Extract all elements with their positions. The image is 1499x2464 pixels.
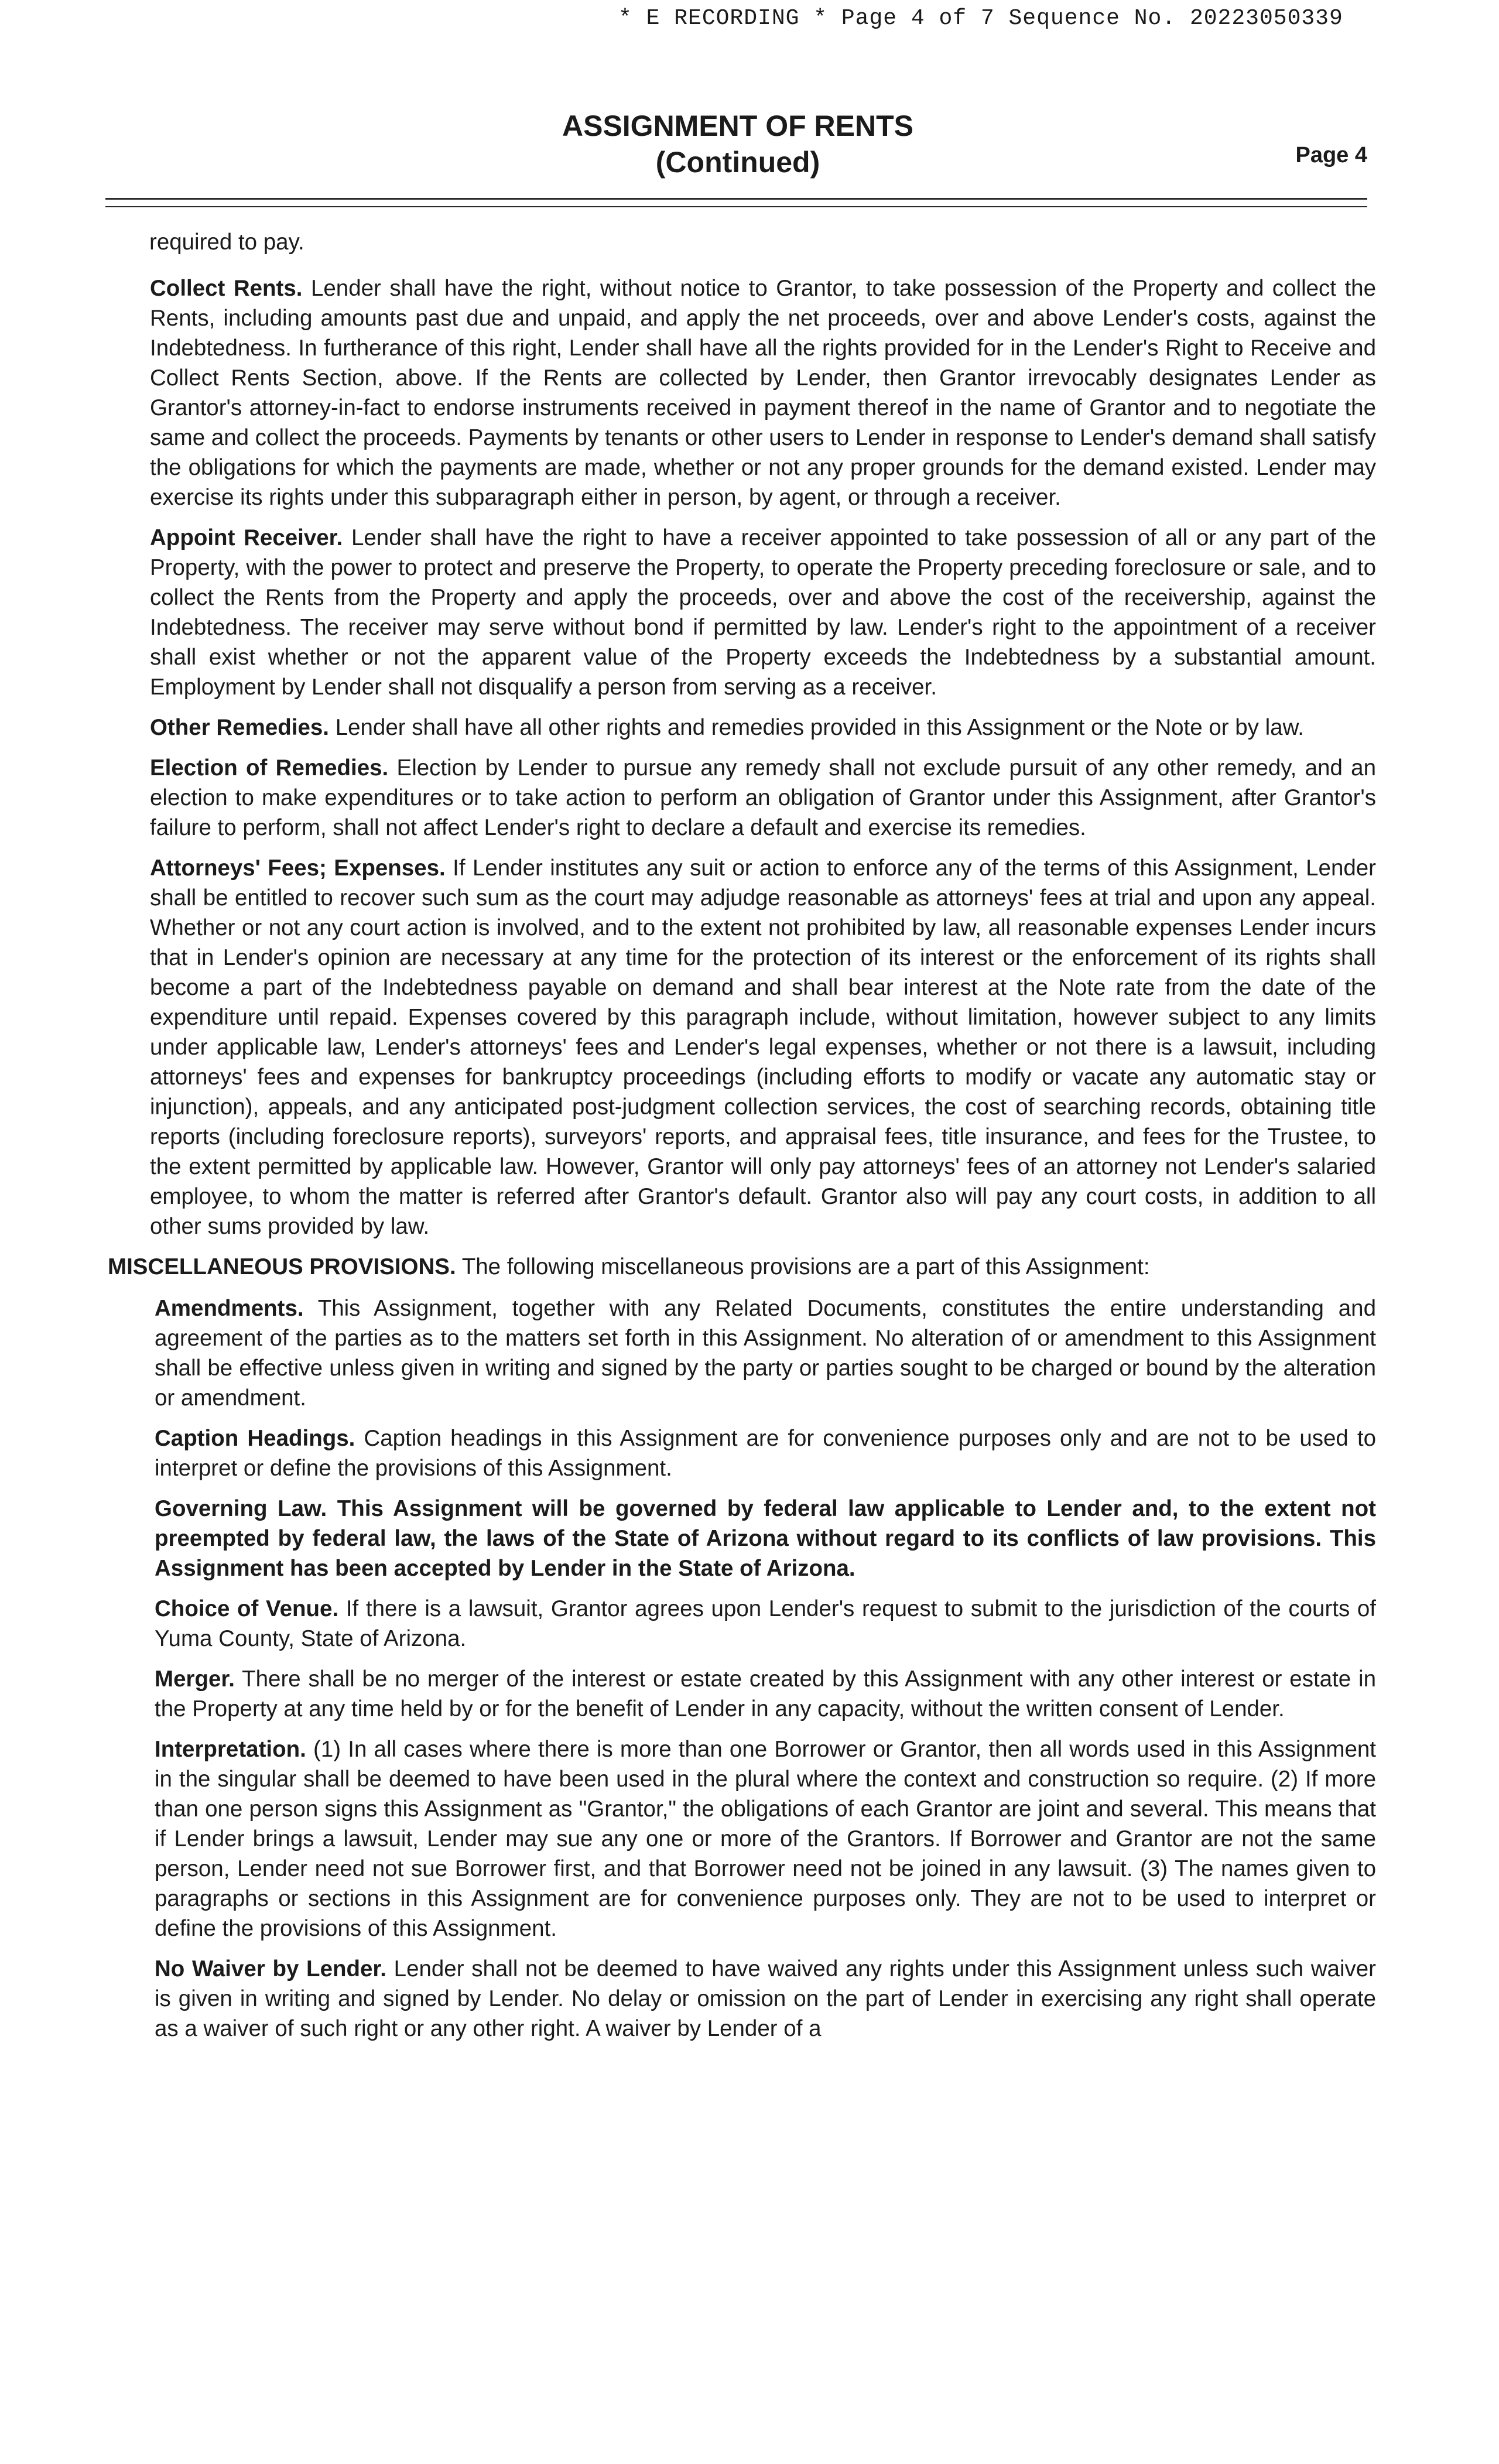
paragraph-text: Caption headings in this Assignment are for convenience purposes only and are not to be used to interpret or define the provisions of this Assignment. <box>155 1426 1377 1481</box>
recording-stamp: * E RECORDING * Page 4 of 7 Sequence No. 20223050339 <box>618 6 1343 31</box>
continuation-text: required to pay. <box>149 230 304 255</box>
paragraph-heading: Merger. <box>155 1666 235 1692</box>
paragraph-heading: Election of Remedies. <box>150 755 389 781</box>
paragraph-governing-law <box>155 1494 1376 1583</box>
paragraph-text: Election by Lender to pursue any remedy shall not exclude pursuit of any other remedy, and an election to make expenditures or to take action to perform an obligation of Grantor under this Assignment, after Grantor's failure to perform, shall not affect Lender's right to declare a default and exercise its remedies. <box>150 755 1376 840</box>
header-rule-bottom <box>105 206 1367 207</box>
header-rule-top <box>105 198 1367 200</box>
paragraph-text: (1) In all cases where there is more than one Borrower or Grantor, then all words used in this Assignment in the singular shall be deemed to have been used in the plural where the context and construction so require. (2) If more than one person signs this Assignment as "Grantor," the obligations of each Grantor are joint and several. This means that if Lender brings a lawsuit, Lender may sue any one or more of the Grantors. If Borrower and Grantor are not the same person, Lender need not sue Borrower first, and that Borrower need not be joined in any lawsuit. (3) The names given to paragraphs or sections in this Assignment are for convenience purposes only. They are not to be used to interpret or define the provisions of this Assignment. <box>155 1737 1376 1941</box>
paragraph-appoint-receiver <box>150 523 1376 702</box>
section-miscellaneous-provisions <box>108 1252 1376 1282</box>
paragraph-heading: Other Remedies. <box>150 715 329 740</box>
paragraph-election-of-remedies <box>150 753 1376 843</box>
paragraph-text: Lender shall not be deemed to have waived any rights under this Assignment unless such waiver is given in writing and signed by Lender. No delay or omission on the part of Lender in exercising any right shall operate as a waiver of such right or any other right. A waiver by Lender of a <box>155 1956 1376 2041</box>
document-body <box>105 227 1376 2054</box>
paragraph-text: If Lender institutes any suit or action to enforce any of the terms of this Assignment, Lender shall be entitled to recover such sum as the court may adjudge reasonable as attorneys' fees at trial and upon any appeal. Whether or not any court action is involved, and to the extent not prohibited by law, all reasonable expenses Lender incurs that in Lender's opinion are necessary at any time for the protection of its interest or the enforcement of its rights shall become a part of the Indebtedness payable on demand and shall bear interest at the Note rate from the date of the expenditure until repaid. Expenses covered by this paragraph include, without limitation, however subject to any limits under applicable law, Lender's attorneys' fees and Lender's legal expenses, whether or not there is a lawsuit, including attorneys' fees and expenses for bankruptcy proceedings (including efforts to modify or vacate any automatic stay or injunction), appeals, and any anticipated post-judgment collection services, the cost of searching records, obtaining title reports (including foreclosure reports), surveyors' reports, and appraisal fees, title insurance, and fees for the Trustee, to the extent permitted by applicable law. However, Grantor will only pay attorneys' fees of an attorney not Lender's salaried employee, to whom the matter is referred after Grantor's default. Grantor also will pay any court costs, in addition to all other sums provided by law. <box>150 855 1377 1239</box>
paragraph-text: If there is a lawsuit, Grantor agrees upon Lender's request to submit to the jurisdiction of the courts of Yuma County, State of Arizona. <box>155 1596 1376 1651</box>
paragraph-amendments <box>155 1293 1376 1413</box>
page-number: Page 4 <box>1295 143 1367 167</box>
paragraph-text: Lender shall have the right to have a receiver appointed to take possession of all or any part of the Property, with the power to protect and preserve the Property, to operate the Property preceding foreclosure or sale, and to collect the Rents from the Property and apply the proceeds, over and above the cost of the receivership, against the Indebtedness. The receiver may serve without bond if permitted by law. Lender's right to the appointment of a receiver shall exist whether or not the apparent value of the Property exceeds the Indebtedness by a substantial amount. Employment by Lender shall not disqualify a person from serving as a receiver. <box>150 525 1376 700</box>
paragraph-interpretation <box>155 1734 1376 1943</box>
section-text: The following miscellaneous provisions are a part of this Assignment: <box>461 1254 1150 1279</box>
paragraph-heading: Attorneys' Fees; Expenses. <box>150 855 446 881</box>
paragraph-text: This Assignment, together with any Related Documents, constitutes the entire understanding and agreement of the parties as to the matters set forth in this Assignment. No alteration of or amendment to this Assignment shall be effective unless given in writing and signed by the party or parties sought to be charged or bound by the alteration or amendment. <box>155 1296 1376 1411</box>
section-heading: MISCELLANEOUS PROVISIONS. <box>108 1254 456 1279</box>
paragraph-heading: Governing Law. <box>155 1496 327 1521</box>
paragraph-text: Lender shall have the right, without notice to Grantor, to take possession of the Property and collect the Rents, including amounts past due and unpaid, and apply the net proceeds, over and above Lender's costs, against the Indebtedness. In furtherance of this right, Lender shall have all the rights provided for in the Lender's Right to Receive and Collect Rents Section, above. If the Rents are collected by Lender, then Grantor irrevocably designates Lender as Grantor's attorney-in-fact to endorse instruments received in payment thereof in the name of Grantor and to negotiate the same and collect the proceeds. Payments by tenants or other users to Lender in response to Lender's demand shall satisfy the obligations for which the payments are made, whether or not any proper grounds for the demand existed. Lender may exercise its rights under this subparagraph either in person, by agent, or through a receiver. <box>150 276 1376 510</box>
paragraph-caption-headings <box>155 1423 1376 1483</box>
paragraph-heading: Appoint Receiver. <box>150 525 343 550</box>
paragraph-heading: Collect Rents. <box>150 276 303 301</box>
paragraph-heading: Caption Headings. <box>155 1426 355 1451</box>
paragraph-text: Lender shall have all other rights and remedies provided in this Assignment or the Note or by law. <box>335 715 1304 740</box>
paragraph-heading: Amendments. <box>155 1296 304 1321</box>
paragraph-heading: No Waiver by Lender. <box>155 1956 386 1982</box>
paragraph-attorneys-fees <box>150 853 1376 1241</box>
paragraph-text: This Assignment will be governed by federal law applicable to Lender and, to the extent not preempted by federal law, the laws of the State of Arizona without regard to its conflicts of law provisions. This Assignment has been accepted by Lender in the State of Arizona. <box>155 1496 1377 1581</box>
paragraph-merger <box>155 1664 1376 1724</box>
title-line-1: ASSIGNMENT OF RENTS <box>562 109 914 142</box>
paragraph-heading: Interpretation. <box>155 1737 306 1762</box>
paragraph-choice-of-venue <box>155 1594 1376 1654</box>
paragraph-text: There shall be no merger of the interest or estate created by this Assignment with any other interest or estate in the Property at any time held by or for the benefit of Lender in any capacity, without the written consent of Lender. <box>155 1666 1376 1722</box>
paragraph-heading: Choice of Venue. <box>155 1596 339 1621</box>
title-line-2: (Continued) <box>655 146 820 179</box>
paragraph-no-waiver <box>155 1954 1376 2044</box>
paragraph-collect-rents <box>150 273 1376 512</box>
document-title <box>0 108 1476 180</box>
paragraph-other-remedies <box>150 713 1376 742</box>
